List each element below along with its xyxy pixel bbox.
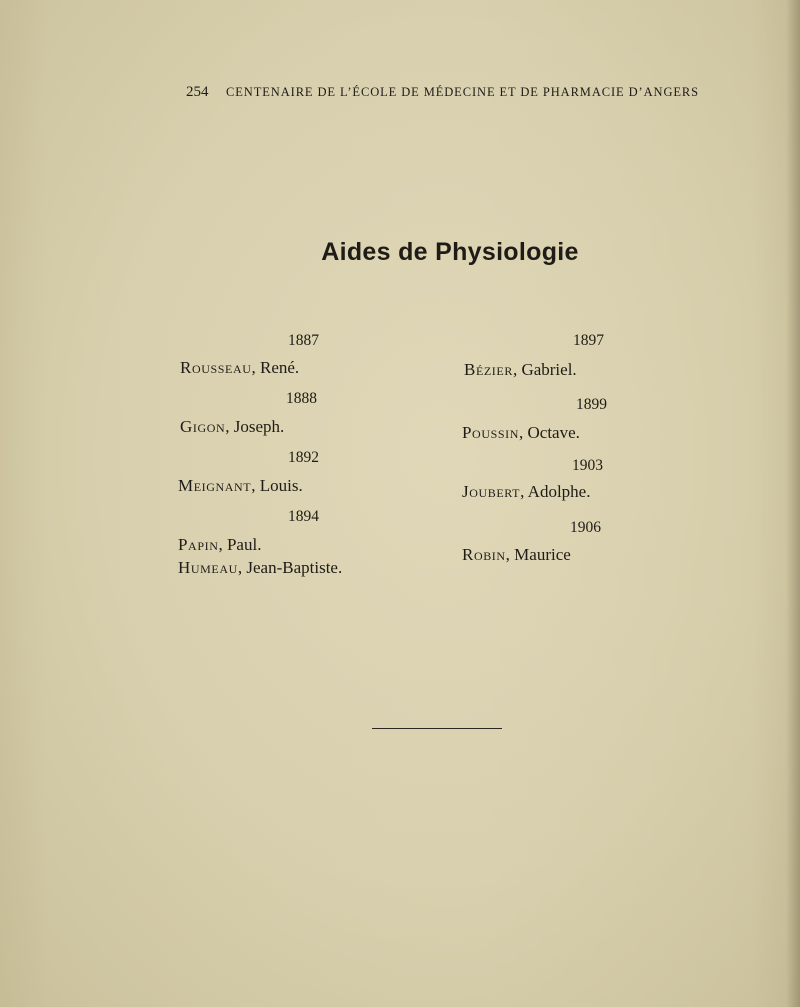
page-number: 254 [186,84,209,100]
given-name: , Octave. [519,423,580,442]
surname: Papin [178,535,219,554]
year-label: 1888 [286,390,317,407]
surname: Humeau [178,558,238,577]
year-label: 1903 [572,457,603,474]
year-label: 1899 [576,396,607,413]
list-item [462,482,590,502]
list-item [178,535,261,555]
list-item [178,476,303,496]
year-label: 1897 [573,332,604,349]
surname: Gigon [180,417,226,436]
year-label: 1906 [570,519,601,536]
year-label: 1887 [288,332,319,349]
year-label: 1892 [288,449,319,466]
section-title: Aides de Physiologie [321,238,579,266]
given-name: , Joseph. [225,417,285,436]
page-edge-shadow [786,0,800,1007]
surname: Poussin [462,423,519,442]
list-item [462,423,580,443]
list-item [180,417,284,437]
given-name: , Jean-Baptiste. [237,558,343,577]
list-item [464,360,577,380]
running-header [186,84,700,101]
surname: Bézier [464,360,513,379]
surname: Robin [462,545,506,564]
list-item [180,358,299,378]
year-label: 1894 [288,508,319,525]
surname: Joubert [462,482,521,501]
surname: Meignant [178,476,252,495]
given-name: , Maurice [505,545,571,564]
given-name: , Adolphe. [520,482,591,501]
given-name: , Paul. [218,535,262,554]
given-name: , Louis. [251,476,303,495]
closing-rule [372,728,502,729]
list-item [178,558,342,578]
running-title: CENTENAIRE DE L’ÉCOLE DE MÉDECINE ET DE PHARMACIE D’ANGERS [226,85,700,99]
given-name: , Gabriel. [512,360,577,379]
list-item [462,545,571,565]
surname: Rousseau [180,358,252,377]
given-name: , René. [251,358,300,377]
